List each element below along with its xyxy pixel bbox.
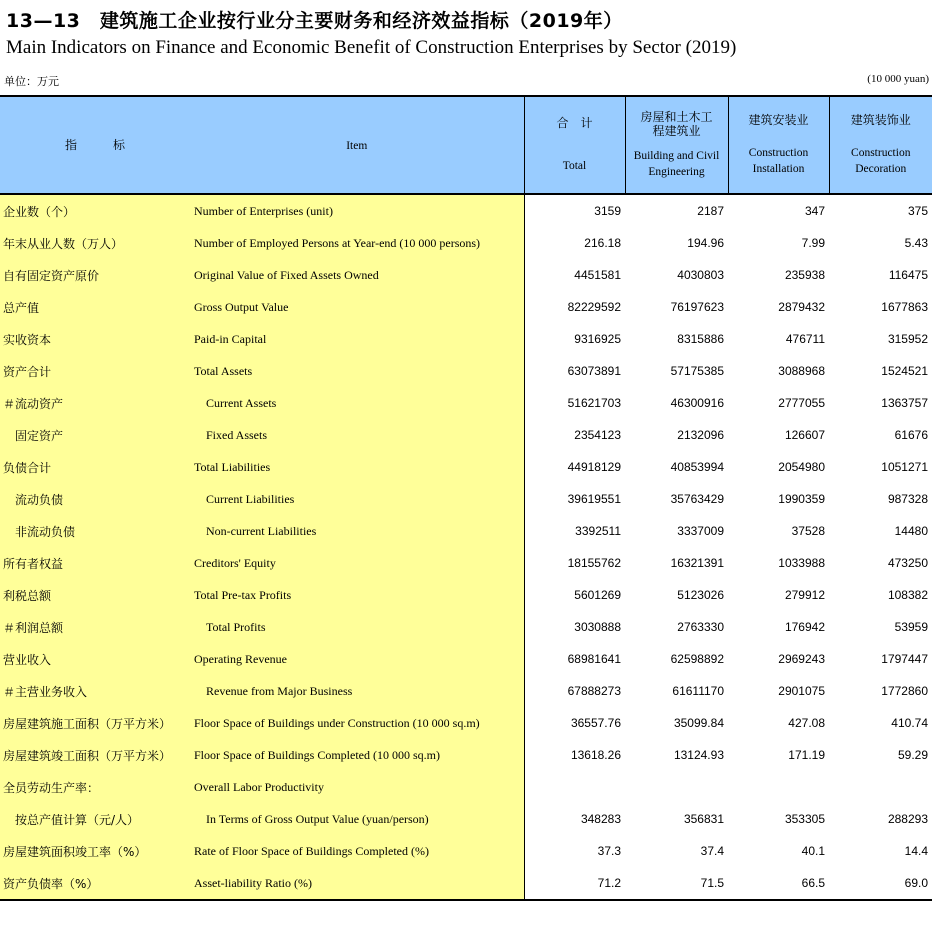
item-en: In Terms of Gross Output Value (yuan/person): [190, 803, 524, 835]
header-decoration-cn: 建筑装饰业: [850, 113, 911, 127]
table-row: [0, 611, 932, 643]
value-total: 63073891: [524, 355, 625, 387]
indicator-cn: 全员劳动生产率：: [0, 771, 190, 803]
item-en: Number of Employed Persons at Year-end (10 000 persons): [190, 227, 524, 259]
table-row: [0, 771, 932, 803]
value-total: 68981641: [524, 643, 625, 675]
table-row: [0, 483, 932, 515]
item-en: Total Pre-tax Profits: [190, 579, 524, 611]
table-row: [0, 419, 932, 451]
table-header-row: [0, 97, 932, 194]
value-building-civil: 16321391: [670, 556, 724, 570]
header-indicator-cn: 指 标: [0, 97, 190, 194]
value-decoration: 1797447: [881, 652, 928, 666]
value-decoration: 59.29: [897, 748, 928, 762]
value-total: 71.2: [524, 867, 625, 900]
value-building-civil: 76197623: [670, 300, 724, 314]
table-title-cn: 13—13 建筑施工企业按行业分主要财务和经济效益指标（2019年）: [6, 10, 623, 32]
value-building-civil: 40853994: [670, 460, 724, 474]
value-building-civil: 35763429: [670, 492, 724, 506]
header-total-cn: 合 计: [556, 116, 593, 130]
value-building-civil: 2187: [697, 204, 724, 218]
table-row: [0, 323, 932, 355]
header-total: [524, 97, 625, 194]
value-installation: 1990359: [778, 492, 825, 506]
table-row: [0, 675, 932, 707]
table-row: [0, 643, 932, 675]
value-total: 4451581: [524, 259, 625, 291]
value-installation: 2901075: [778, 684, 825, 698]
table-row: [0, 194, 932, 227]
value-total: 51621703: [524, 387, 625, 419]
item-en: Rate of Floor Space of Buildings Completed (%): [190, 835, 524, 867]
value-total: 44918129: [524, 451, 625, 483]
value-installation: [728, 771, 829, 803]
value-total: 348283: [524, 803, 625, 835]
unit-label-en: (10 000 yuan): [867, 73, 929, 85]
item-en: Asset-liability Ratio (%): [190, 867, 524, 900]
indicator-cn: 总产值: [0, 291, 190, 323]
value-installation: 40.1: [801, 844, 825, 858]
value-installation: 3088968: [778, 364, 825, 378]
value-installation: 353305: [784, 812, 825, 826]
table-row: [0, 547, 932, 579]
value-installation: 1033988: [778, 556, 825, 570]
value-total: 13618.26: [524, 739, 625, 771]
indicator-cn: ＃流动资产: [0, 387, 190, 419]
item-en: Total Liabilities: [190, 451, 524, 483]
value-installation: 176942: [784, 620, 825, 634]
indicator-cn: 资产合计: [0, 355, 190, 387]
indicator-cn: 房屋建筑施工面积（万平方米）: [0, 707, 190, 739]
item-en: Gross Output Value: [190, 291, 524, 323]
table-body: [0, 194, 932, 900]
table-row: [0, 739, 932, 771]
item-en: Total Profits: [190, 611, 524, 643]
value-decoration: 108382: [887, 588, 928, 602]
value-decoration: 288293: [887, 812, 928, 826]
value-decoration: 1363757: [881, 396, 928, 410]
value-total: 9316925: [524, 323, 625, 355]
value-building-civil: 37.4: [700, 844, 724, 858]
value-decoration: 5.43: [904, 236, 928, 250]
value-decoration: 14.4: [904, 844, 928, 858]
header-installation-en: Construction Installation: [748, 147, 809, 175]
value-decoration: [829, 771, 932, 803]
value-total: 216.18: [524, 227, 625, 259]
indicator-cn: 利税总额: [0, 579, 190, 611]
indicator-cn: 房屋建筑竣工面积（万平方米）: [0, 739, 190, 771]
item-en: Non-current Liabilities: [190, 515, 524, 547]
indicator-cn: ＃利润总额: [0, 611, 190, 643]
value-decoration: 987328: [887, 492, 928, 506]
table-row: [0, 259, 932, 291]
value-installation: 2054980: [778, 460, 825, 474]
item-en: Fixed Assets: [190, 419, 524, 451]
indicators-table: [0, 97, 932, 901]
item-en: Current Liabilities: [190, 483, 524, 515]
value-installation: 2879432: [778, 300, 825, 314]
item-en: Floor Space of Buildings under Construction (10 000 sq.m): [190, 707, 524, 739]
value-building-civil: 35099.84: [673, 716, 724, 730]
indicator-cn: 企业数（个）: [0, 194, 190, 227]
table-row: [0, 515, 932, 547]
value-building-civil: 8315886: [677, 332, 724, 346]
indicator-cn: 流动负债: [0, 483, 190, 515]
value-total: 67888273: [524, 675, 625, 707]
table-row: [0, 707, 932, 739]
value-total: 18155762: [524, 547, 625, 579]
value-total: [524, 771, 625, 803]
value-decoration: 1524521: [881, 364, 928, 378]
table-row: [0, 835, 932, 867]
table-row: [0, 387, 932, 419]
value-decoration: 69.0: [829, 867, 932, 900]
item-en: Creditors' Equity: [190, 547, 524, 579]
item-en: Paid-in Capital: [190, 323, 524, 355]
item-en: Current Assets: [190, 387, 524, 419]
value-total: 37.3: [524, 835, 625, 867]
item-en: Revenue from Major Business: [190, 675, 524, 707]
table-row: [0, 355, 932, 387]
unit-label-cn: 单位：万元: [4, 75, 59, 88]
indicator-cn: 非流动负债: [0, 515, 190, 547]
value-decoration: 410.74: [891, 716, 928, 730]
value-installation: 427.08: [788, 716, 825, 730]
item-en: Floor Space of Buildings Completed (10 000 sq.m): [190, 739, 524, 771]
indicator-cn: 房屋建筑面积竣工率（%）: [0, 835, 190, 867]
value-building-civil: [625, 771, 728, 803]
value-decoration: 61676: [894, 428, 928, 442]
indicator-cn: 固定资产: [0, 419, 190, 451]
table-row: [0, 579, 932, 611]
value-decoration: 1772860: [881, 684, 928, 698]
value-decoration: 53959: [894, 620, 928, 634]
value-decoration: 315952: [887, 332, 928, 346]
header-installation-cn: 建筑安装业: [748, 113, 809, 127]
value-building-civil: 57175385: [670, 364, 724, 378]
value-total: 5601269: [524, 579, 625, 611]
indicator-cn: 所有者权益: [0, 547, 190, 579]
value-decoration: 473250: [887, 556, 928, 570]
table-row: [0, 803, 932, 835]
header-item-en: Item: [190, 97, 524, 194]
value-installation: 37528: [791, 524, 825, 538]
table-row: [0, 451, 932, 483]
value-decoration: 14480: [894, 524, 928, 538]
value-installation: 279912: [784, 588, 825, 602]
value-total: 36557.76: [524, 707, 625, 739]
value-total: 3030888: [524, 611, 625, 643]
item-en: Original Value of Fixed Assets Owned: [190, 259, 524, 291]
value-building-civil: 356831: [683, 812, 724, 826]
value-total: 3392511: [524, 515, 625, 547]
header-decoration: [829, 97, 932, 194]
indicator-cn: ＃主营业务收入: [0, 675, 190, 707]
value-installation: 171.19: [788, 748, 825, 762]
header-installation: [728, 97, 829, 194]
value-decoration: 1051271: [881, 460, 928, 474]
indicator-cn: 资产负债率（%）: [0, 867, 190, 900]
value-building-civil: 2132096: [677, 428, 724, 442]
indicator-cn: 按总产值计算（元/人）: [0, 803, 190, 835]
value-total: 2354123: [524, 419, 625, 451]
header-building-civil-cn: 房屋和土木工程建筑业: [640, 110, 713, 138]
value-installation: 126607: [784, 428, 825, 442]
item-en: Overall Labor Productivity: [190, 771, 524, 803]
header-decoration-en: Construction Decoration: [851, 147, 911, 175]
table-row: [0, 227, 932, 259]
table-row: [0, 867, 932, 900]
value-building-civil: 62598892: [670, 652, 724, 666]
value-building-civil: 4030803: [677, 268, 724, 282]
value-building-civil: 71.5: [625, 867, 728, 900]
indicator-cn: 营业收入: [0, 643, 190, 675]
header-building-civil: [625, 97, 728, 194]
value-total: 39619551: [524, 483, 625, 515]
item-en: Number of Enterprises (unit): [190, 194, 524, 227]
value-installation: 2777055: [778, 396, 825, 410]
indicator-cn: 实收资本: [0, 323, 190, 355]
value-installation: 347: [804, 204, 825, 218]
value-decoration: 375: [907, 204, 928, 218]
table-title-en: Main Indicators on Finance and Economic Benefit of Construction Enterprises by Sector (2019): [6, 37, 737, 58]
item-en: Total Assets: [190, 355, 524, 387]
value-total: 82229592: [524, 291, 625, 323]
item-en: Operating Revenue: [190, 643, 524, 675]
value-building-civil: 2763330: [677, 620, 724, 634]
value-decoration: 1677863: [881, 300, 928, 314]
value-installation: 66.5: [728, 867, 829, 900]
value-building-civil: 61611170: [672, 684, 724, 698]
value-building-civil: 3337009: [677, 524, 724, 538]
value-decoration: 116475: [888, 268, 928, 282]
value-installation: 235938: [784, 268, 825, 282]
indicator-cn: 年末从业人数（万人）: [0, 227, 190, 259]
value-building-civil: 5123026: [677, 588, 724, 602]
indicator-cn: 自有固定资产原价: [0, 259, 190, 291]
value-total: 3159: [524, 194, 625, 227]
value-building-civil: 13124.93: [673, 748, 724, 762]
value-building-civil: 194.96: [687, 236, 724, 250]
value-installation: 2969243: [778, 652, 825, 666]
header-total-en: Total: [562, 160, 587, 172]
value-installation: 476711: [785, 332, 825, 346]
header-building-civil-en: Building and Civil Engineering: [633, 150, 720, 178]
value-building-civil: 46300916: [670, 396, 724, 410]
table-row: [0, 291, 932, 323]
value-installation: 7.99: [801, 236, 825, 250]
indicator-cn: 负债合计: [0, 451, 190, 483]
